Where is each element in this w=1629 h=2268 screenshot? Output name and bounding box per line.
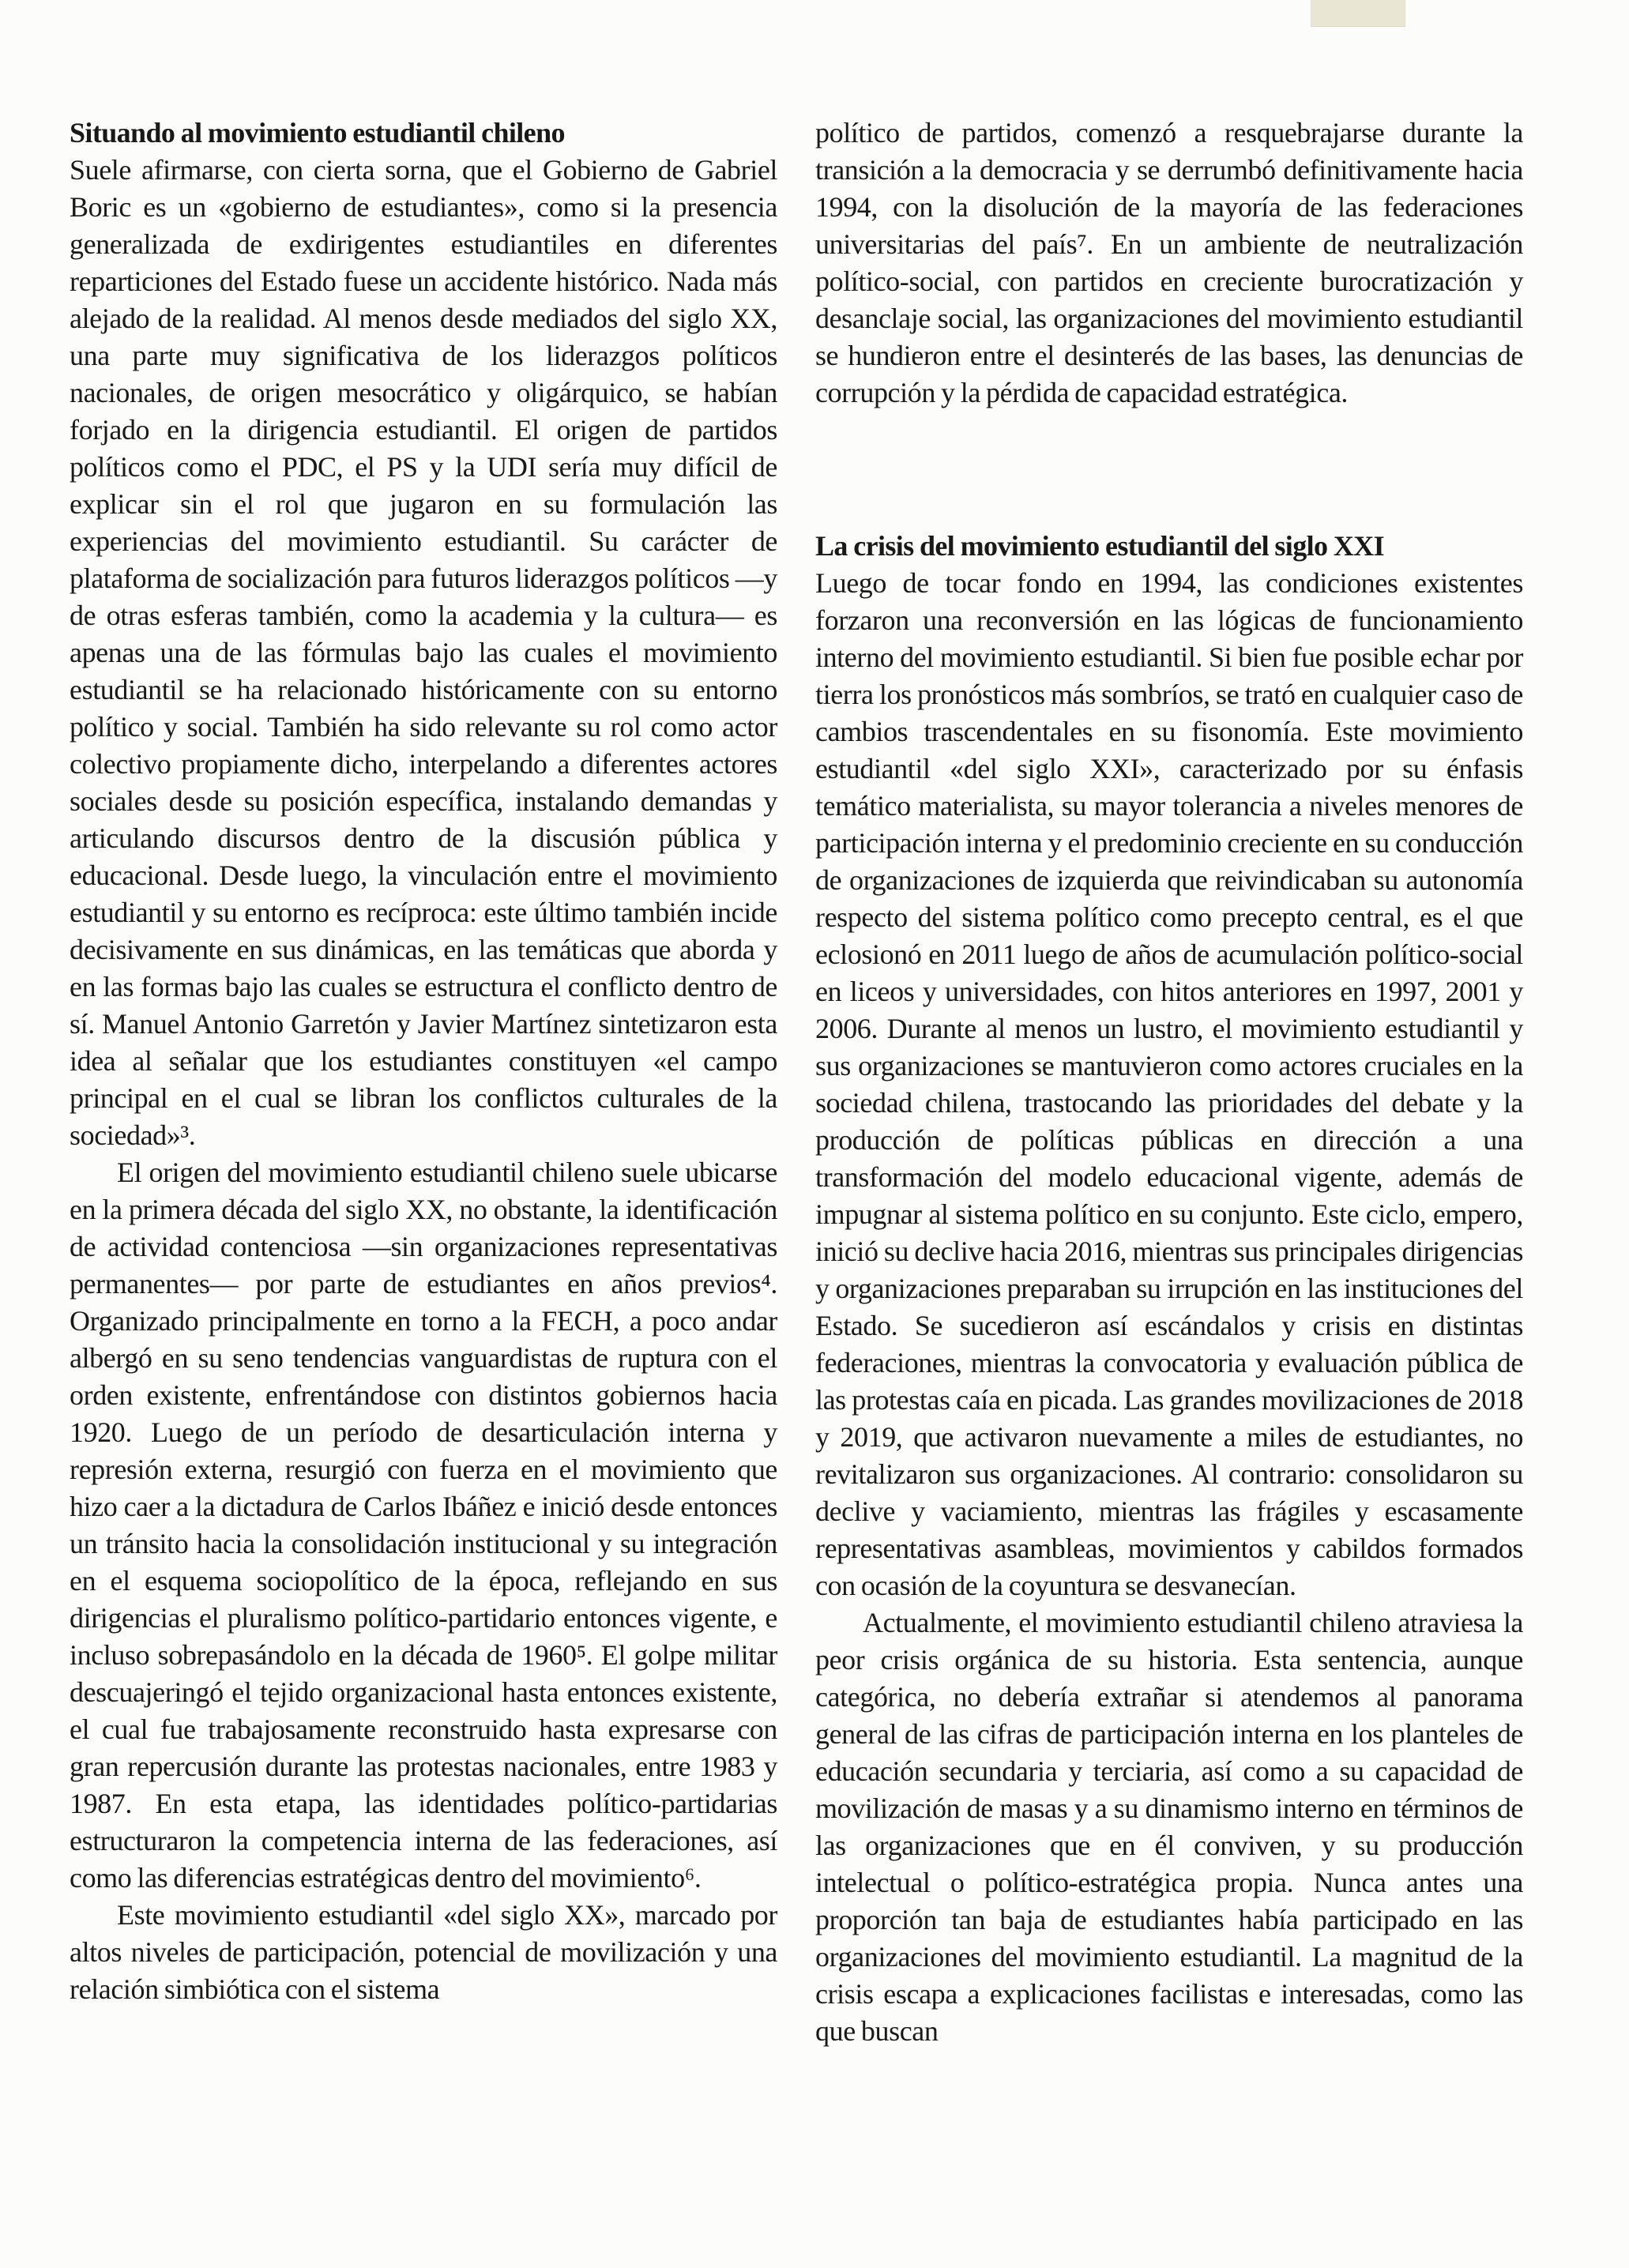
paragraph: Suele afirmarse, con cierta sorna, que el Gobierno de Gabriel Boric es un «gobierno de estudiantes», como si la presencia generalizada de exdirigentes estudiantiles en diferentes reparticiones del Estado fuese un accidente histórico. Nada más alejado de la realidad. Al menos desde mediados del siglo XX, una parte muy significativa de los liderazgos políticos nacionales, de origen mesocrático y oligárquico, se habían forjado en la dirigencia estudiantil. El origen de partidos políticos como el PDC, el PS y la UDI sería muy difícil de explicar sin el rol que jugaron en su formulación las experiencias del movimiento estudiantil. Su carácter de plataforma de socialización para futuros liderazgos políticos —y de otras esferas también, como la academia y la cultura— es apenas una de las fórmulas bajo las cuales el movimiento estudiantil se ha relacionado históricamente con su entorno político y social. También ha sido relevante su rol como actor colectivo propiamente dicho, interpelando a diferentes actores sociales desde su posición específica, instalando demandas y articulando discursos dentro de la discusión pública y educacional. Desde luego, la vinculación entre el movimiento estudiantil y su entorno es recíproca: este último también incide decisivamente en sus dinámicas, en las temáticas que aborda y en las formas bajo las cuales se estructura el conflicto dentro de sí. Manuel Antonio Garretón y Javier Martínez sintetizaron esta idea al señalar que los estudiantes constituyen «el campo principal en el cual se libran los conflictos culturales de la sociedad»³. (70, 154, 777, 1151)
right-column-main (815, 528, 1523, 2050)
paragraph: El origen del movimiento estudiantil chileno suele ubicarse en la primera década del siglo XX, no obstante, la identificación de actividad contenciosa —sin organizaciones representativas permanentes— por parte de estudiantes en años previos⁴. Organizado principalmente en torno a la FECH, a poco andar albergó en su seno tendencias vanguardistas de ruptura con el orden existente, enfrentándose con distintos gobiernos hacia 1920. Luego de un período de desarticulación interna y represión externa, resurgió con fuerza en el movimiento que hizo caer a la dictadura de Carlos Ibáñez e inició desde entonces un tránsito hacia la consolidación institucional y su integración en el esquema sociopolítico de la época, reflejando en sus dirigencias el pluralismo político-partidario entonces vigente, e incluso sobrepasándolo en la década de 1960⁵. El golpe militar descuajeringó el tejido organizacional hasta entonces existente, el cual fue trabajosamente reconstruido hasta expresarse con gran repercusión durante las protestas nacionales, entre 1983 y 1987. En esta etapa, las identidades político-partidarias estructuraron la competencia interna de las federaciones, así como las diferencias estratégicas dentro del movimiento⁶. (70, 1157, 777, 1894)
paragraph: Luego de tocar fondo en 1994, las condiciones existentes forzaron una reconversión en las lógicas de funcionamiento interno del movimiento estudiantil. Si bien fue posible echar por tierra los pronósticos más sombríos, se trató en cualquier caso de cambios trascendentales en su fisonomía. Este movimiento estudiantil «del siglo XXI», caracterizado por su énfasis temático materialista, su mayor tolerancia a niveles menores de participación interna y el predominio creciente en su conducción de organizaciones de izquierda que reivindicaban su autonomía respecto del sistema político como precepto central, es el que eclosionó en 2011 luego de años de acumulación político-social en liceos y universidades, con hitos anteriores en 1997, 2001 y 2006. Durante al menos un lustro, el movimiento estudiantil y sus organizaciones se mantuvieron como actores cruciales en la sociedad chilena, trastocando las prioridades del debate y la producción de políticas públicas en dirección a una transformación del modelo educacional vigente, además de impugnar al sistema político en su conjunto. Este ciclo, empero, inició su declive hacia 2016, mientras sus principales dirigencias y organizaciones preparaban su irrupción en las instituciones del Estado. Se sucedieron así escándalos y crisis en distintas federaciones, mientras la convocatoria y evaluación pública de las protestas caía en picada. Las grandes movilizaciones de 2018 y 2019, que activaron nuevamente a miles de estudiantes, no revitalizaron sus organizaciones. Al contrario: consolidaron su declive y vaciamiento, mientras las frágiles y escasamente representativas asambleas, movimientos y cabildos formados con ocasión de la coyuntura se desvanecían. (815, 567, 1523, 1601)
paragraph: político de partidos, comenzó a resquebrajarse durante la transición a la democracia y se derrumbó definitivamente hacia 1994, con la disolución de la mayoría de las federaciones universitarias del país⁷. En un ambiente de neutralización político-social, con partidos en creciente burocratización y desanclaje social, las organizaciones del movimiento estudiantil se hundieron entre el desinterés de las bases, las denuncias de corrupción y la pérdida de capacidad estratégica. (815, 117, 1523, 408)
left-column (70, 115, 777, 2008)
paragraph: Este movimiento estudiantil «del siglo XX», marcado por altos niveles de participación, potencial de movilización y una relación simbiótica con el sistema (70, 1899, 777, 2005)
section-heading-crisis: La crisis del movimiento estudiantil del siglo XXI (815, 530, 1385, 562)
section-heading-situando: Situando al movimiento estudiantil chileno (70, 117, 565, 149)
right-column-continuation (815, 115, 1523, 412)
page-corner-tab (1311, 0, 1405, 27)
paragraph: Actualmente, el movimiento estudiantil chileno atraviesa la peor crisis orgánica de su historia. Esta sentencia, aunque categórica, no debería extrañar si atendemos al panorama general de las cifras de participación interna en los planteles de educación secundaria y terciaria, así como a su capacidad de movilización de masas y a su dinamismo interno en términos de las organizaciones que en él conviven, y su producción intelectual o político-estratégica propia. Nunca antes una proporción tan baja de estudiantes había participado en las organizaciones del movimiento estudiantil. La magnitud de la crisis escapa a explicaciones facilistas e interesadas, como las que buscan (815, 1607, 1523, 2047)
